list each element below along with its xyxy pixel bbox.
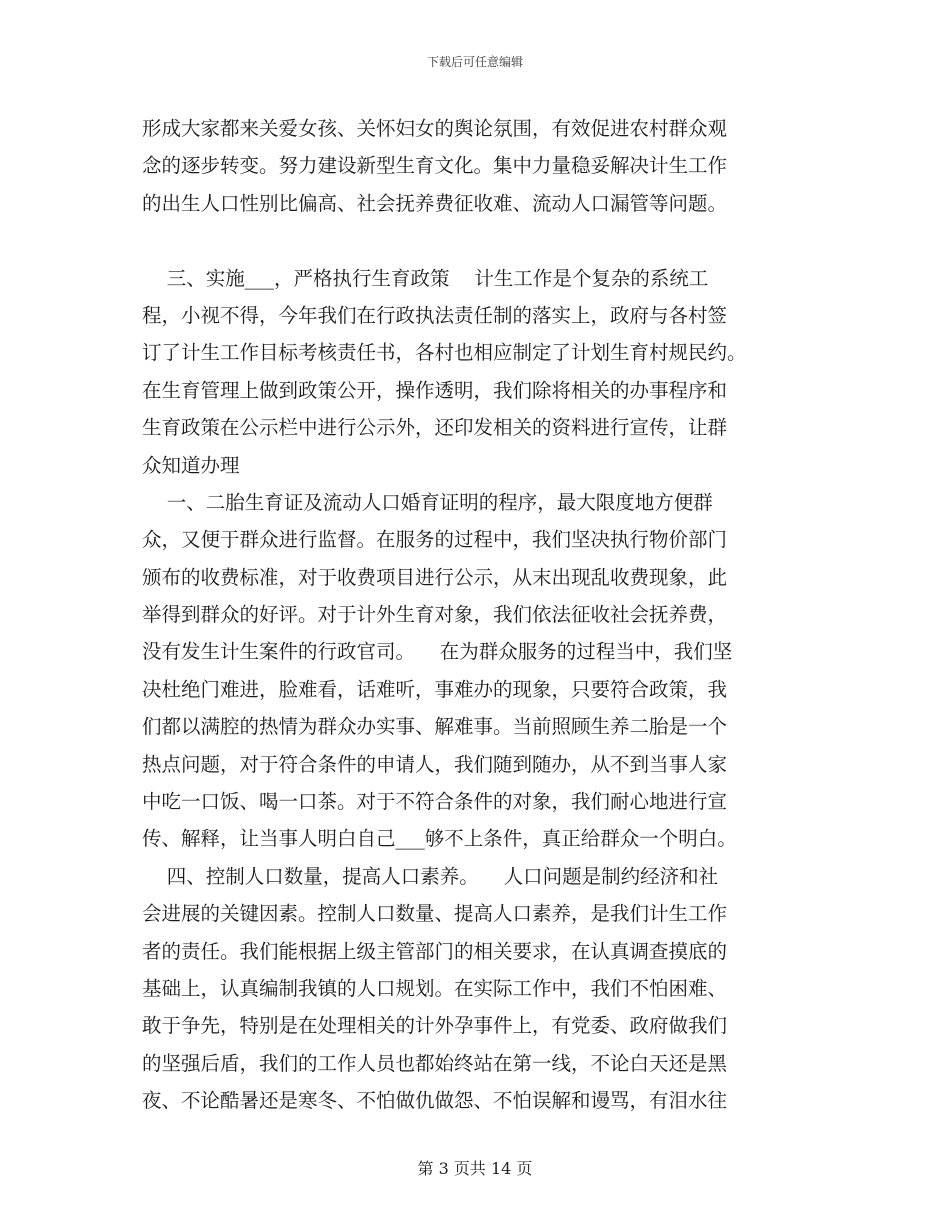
text-line: 一、二胎生育证及流动人口婚育证明的程序，最大限度地方便群 xyxy=(142,490,713,514)
text-line: 形成大家都来关爱女孩、关怀妇女的舆论氛围，有效促进农村群众观 xyxy=(142,117,728,140)
text-line: 夜、不论酷暑还是寒冬、不怕做仇做怨、不怕误解和谩骂，有泪水往 xyxy=(142,1089,728,1113)
text-line: 中吃一口饭、喝一口茶。对于不符合条件的对象，我们耐心地进行宣 xyxy=(142,790,728,814)
text-line: 众，又便于群众进行监督。在服务的过程中，我们坚决执行物价部门 xyxy=(142,528,728,552)
text-line: 传、解释，让当事人明白自己___够不上条件，真正给群众一个明白。 xyxy=(142,827,737,851)
text-line xyxy=(142,222,812,259)
page-number: 第 3 页共 14 页 xyxy=(417,1159,533,1178)
text-line: 会进展的关键因素。控制人口数量、提高人口素养，是我们计生工作 xyxy=(142,902,728,926)
text-line: 基础上，认真编制我镇的人口规划。在实际工作中，我们不怕困难、 xyxy=(142,976,728,1000)
text-line: 订了计生工作目标考核责任书，各村也相应制定了计划生育村规民约。 xyxy=(142,341,747,365)
text-line: 决杜绝门难进，脸难看，话难听，事难办的现象，只要符合政策，我 xyxy=(142,677,728,701)
text-line: 的坚强后盾，我们的工作人员也都始终站在第一线，不论白天还是黑 xyxy=(142,1051,728,1075)
text-line: 们都以满腔的热情为群众办实事、解难事。当前照顾生养二胎是一个 xyxy=(142,715,728,739)
text-line: 敢于争先，特别是在处理相关的计外孕事件上，有党委、政府做我们 xyxy=(142,1014,728,1038)
text-line: 者的责任。我们能根据上级主管部门的相关要求，在认真调查摸底的 xyxy=(142,939,728,963)
document-body xyxy=(142,110,812,1120)
text-line: 举得到群众的好评。对于计外生育对象，我们依法征收社会抚养费， xyxy=(142,603,728,627)
text-line: 念的逐步转变。努力建设新型生育文化。集中力量稳妥解决计生工作 xyxy=(142,154,728,178)
text-line: 四、控制人口数量，提高人口素养。 人口问题是制约经济和社 xyxy=(142,864,719,888)
text-line: 三、实施___，严格执行生育政策 计生工作是个复杂的系统工 xyxy=(142,266,709,290)
page-header: 下载后可任意编辑 xyxy=(426,55,523,69)
text-line: 没有发生计生案件的行政官司。 在为群众服务的过程当中，我们坚 xyxy=(142,640,733,664)
text-line: 生育政策在公示栏中进行公示外，还印发相关的资料进行宣传，让群 xyxy=(142,416,728,440)
text-line: 程，小视不得，今年我们在行政执法责任制的落实上，政府与各村签 xyxy=(142,303,728,327)
text-line: 颁布的收费标准，对于收费项目进行公示，从末出现乱收费现象，此 xyxy=(142,565,728,589)
text-line: 的出生人口性别比偏高、社会抚养费征收难、流动人口漏管等问题。 xyxy=(142,191,728,215)
text-line: 在生育管理上做到政策公开，操作透明，我们除将相关的办事程序和 xyxy=(142,378,728,402)
text-line: 热点问题，对于符合条件的申请人，我们随到随办，从不到当事人家 xyxy=(142,752,728,776)
text-line: 众知道办理 xyxy=(142,453,240,477)
